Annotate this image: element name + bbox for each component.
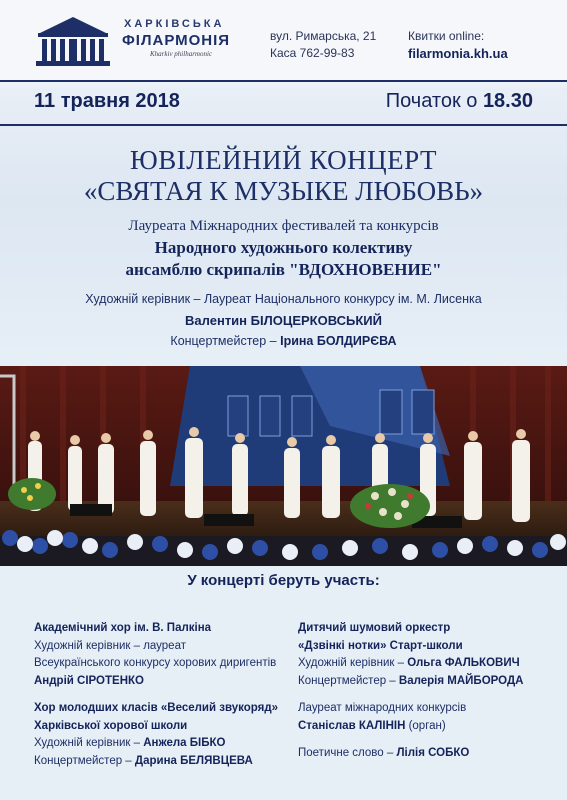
group-5-role: Поетичне слово –	[298, 747, 397, 759]
group-2-title-1: Хор молодших класів «Веселий звукоряд»	[34, 702, 279, 714]
box-office-phone: Каса 762-99-83	[270, 46, 355, 60]
participants-heading: У концерті беруть участь:	[187, 572, 380, 589]
group-5-name: Лілія СОБКО	[396, 747, 470, 759]
group-4-line-1: Лауреат міжнародних конкурсів	[298, 702, 467, 714]
concert-subtitle-1: Лауреата Міжнародних фестивалей та конкурсів	[128, 218, 439, 234]
group-3-name-2: Валерія МАЙБОРОДА	[398, 674, 524, 687]
group-3-title-2: «Дзвінкі нотки» Старт-школи	[298, 639, 463, 652]
group-1-line-1: Художній керівник – лауреат	[34, 639, 186, 652]
tickets-url[interactable]: filarmonia.kh.ua	[408, 46, 508, 61]
group-4-name: Станіслав КАЛІНІН	[298, 719, 406, 732]
group-2-director	[34, 735, 284, 753]
right-column	[298, 620, 548, 763]
concert-title-2: «СВЯТАЯ К МУЗЫКЕ ЛЮБОВЬ»	[83, 176, 484, 206]
group-2-title-2: Харківської хорової школи	[34, 719, 188, 732]
group-2-name-1: Анжела БІБКО	[143, 737, 226, 749]
tickets-label: Квитки online:	[408, 29, 485, 43]
divider-bottom	[0, 124, 567, 126]
group-3-director	[298, 655, 548, 673]
group-4-performer	[298, 718, 548, 736]
concert-title-1: ЮВІЛЕЙНИЙ КОНЦЕРТ	[130, 145, 437, 175]
group-3-role-1: Художній керівник –	[298, 657, 408, 669]
group-1-name: Андрій СІРОТЕНКО	[34, 674, 144, 687]
director-name: Валентин БІЛОЦЕРКОВСЬКИЙ	[185, 313, 382, 328]
logo-english-text: Kharkiv philharmonic	[150, 50, 213, 58]
group-5-line	[298, 745, 548, 763]
group-2-role-2: Концертмейстер –	[34, 754, 135, 767]
group-2-name-2: Дарина БЕЛЯВЦЕВА	[134, 754, 253, 767]
group-1-line-2: Всеукраїнського конкурсу хорових диригентів	[34, 657, 277, 669]
group-3-name-1: Ольга ФАЛЬКОВИЧ	[407, 657, 520, 669]
accompanist	[0, 334, 567, 348]
start-time: 18.30	[482, 90, 533, 112]
start-prefix: Початок о	[385, 90, 483, 112]
stage-illustration	[0, 366, 567, 566]
group-2-role-1: Художній керівник –	[34, 737, 144, 749]
group-3-accompanist	[298, 673, 548, 691]
philharmonic-building-logo-icon	[34, 13, 112, 67]
address-block	[270, 28, 376, 62]
group-4-suffix: (орган)	[405, 719, 446, 732]
date-row	[0, 82, 567, 122]
accompanist-name: Ірина БОЛДИРЄВА	[280, 334, 397, 348]
tickets-block	[408, 28, 508, 62]
event-date: 11 травня 2018	[34, 90, 180, 112]
ensemble-photo	[0, 366, 567, 566]
group-3-role-2: Концертмейстер –	[298, 674, 399, 687]
logo-name-text: ФІЛАРМОНІЯ	[122, 32, 231, 49]
event-start	[386, 90, 533, 113]
header	[0, 0, 567, 80]
group-1-title: Академічний хор ім. В. Палкіна	[34, 622, 212, 634]
group-2-accompanist	[34, 753, 284, 771]
accompanist-role: Концертмейстер –	[170, 334, 281, 348]
concert-subtitle-2: Народного художнього колективу	[154, 238, 413, 257]
address: вул. Римарська, 21	[270, 29, 377, 43]
concert-subtitle-3: ансамблю скрипалів "ВДОХНОВЕНИЕ"	[125, 260, 442, 279]
logo-city-text: ХАРКІВСЬКА	[124, 18, 225, 30]
left-column	[34, 620, 284, 770]
director-role: Художній керівник – Лауреат Національного конкурсу ім. М. Лисенка	[85, 292, 482, 306]
group-3-title-1: Дитячий шумовий оркестр	[298, 622, 451, 634]
